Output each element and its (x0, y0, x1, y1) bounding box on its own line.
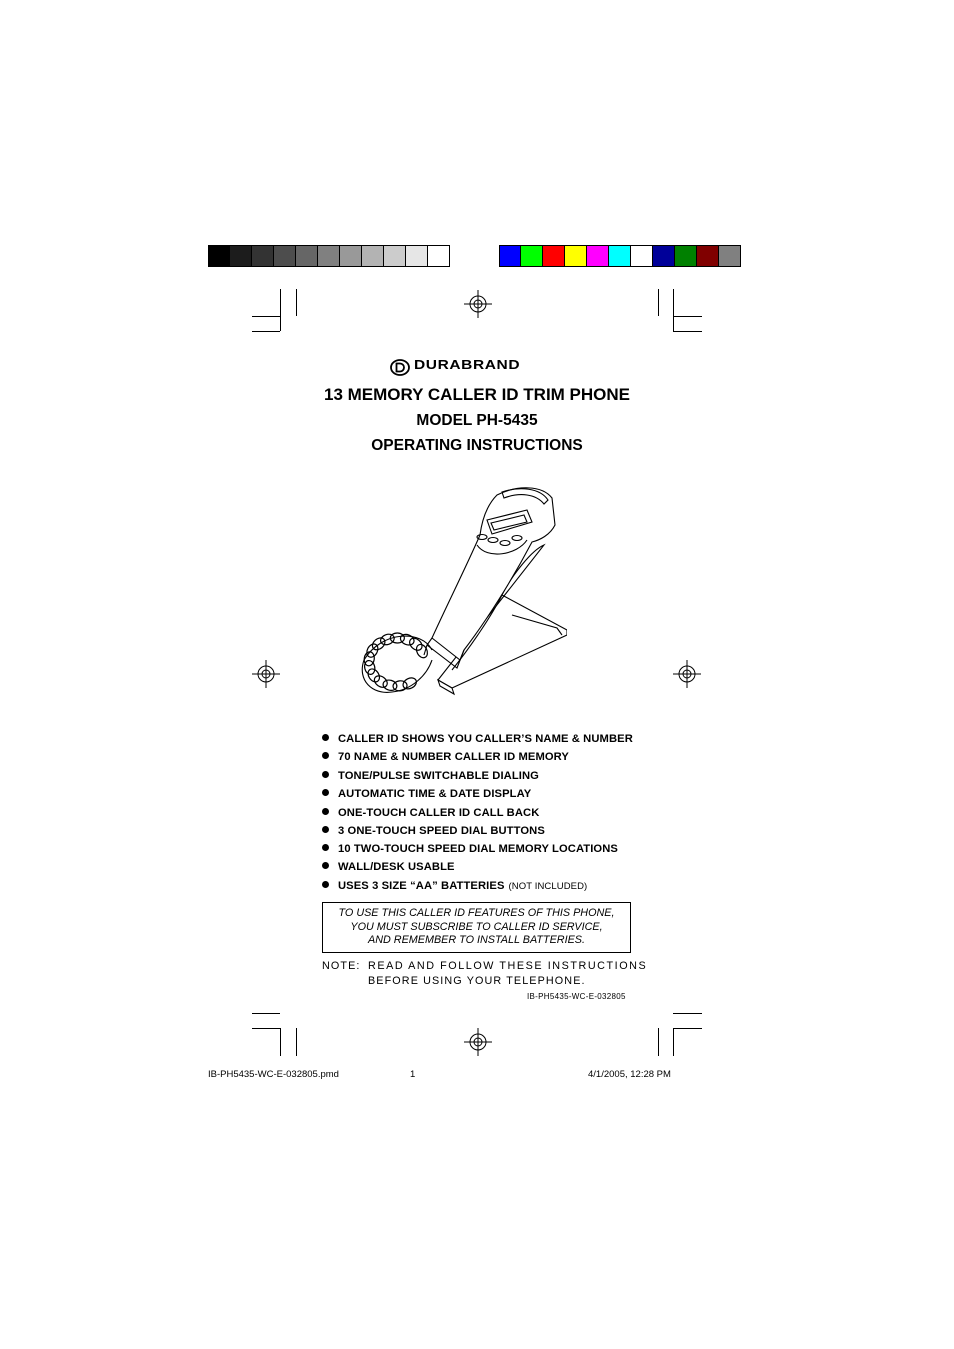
bullet-icon (322, 826, 329, 833)
feature-item (322, 880, 587, 892)
product-title: 13 MEMORY CALLER ID TRIM PHONE (323, 385, 631, 404)
color-swatch (274, 245, 296, 267)
color-swatch (406, 245, 428, 267)
document-title: OPERATING INSTRUCTIONS (371, 437, 583, 454)
registration-mark-icon (252, 660, 280, 688)
color-swatch (587, 245, 609, 267)
feature-text: CALLER ID SHOWS YOU CALLER’S NAME & NUMBER (338, 733, 633, 745)
color-swatch (499, 245, 521, 267)
color-swatch (543, 245, 565, 267)
feature-item (322, 733, 633, 745)
color-swatch (631, 245, 653, 267)
cord-coil (366, 667, 382, 684)
color-swatch (384, 245, 406, 267)
color-swatch (428, 245, 450, 267)
footer-filename: IB-PH5435-WC-E-032805.pmd (208, 1069, 339, 1080)
note-line-2: BEFORE USING YOUR TELEPHONE. (368, 975, 586, 987)
registration-mark-icon (464, 1028, 492, 1056)
feature-item (322, 770, 539, 782)
color-swatch (208, 245, 230, 267)
bullet-icon (322, 881, 329, 888)
notice-line: AND REMEMBER TO INSTALL BATTERIES. (368, 934, 585, 946)
color-swatch (318, 245, 340, 267)
cord-coil (363, 660, 376, 676)
feature-item (322, 861, 455, 873)
note-line-1: READ AND FOLLOW THESE INSTRUCTIONS (368, 960, 648, 972)
feature-text: ONE-TOUCH CALLER ID CALL BACK (338, 807, 540, 819)
footer-page-number: 1 (410, 1069, 416, 1080)
feature-text: TONE/PULSE SWITCHABLE DIALING (338, 770, 539, 782)
color-swatch (653, 245, 675, 267)
bullet-icon (322, 734, 329, 741)
feature-text: USES 3 SIZE “AA” BATTERIES (338, 880, 505, 892)
color-swatch (675, 245, 697, 267)
feature-item (322, 751, 569, 763)
note-label: NOTE: (322, 960, 361, 972)
logo-text: DURABRAND (414, 358, 521, 373)
footer-timestamp: 4/1/2005, 12:28 PM (588, 1069, 671, 1080)
feature-text: WALL/DESK USABLE (338, 861, 455, 873)
brand-logo (390, 358, 574, 378)
bullet-icon (322, 844, 329, 851)
feature-item (322, 843, 618, 855)
color-swatch (521, 245, 543, 267)
feature-item (322, 788, 531, 800)
color-swatch (697, 245, 719, 267)
registration-mark-icon (464, 290, 492, 318)
color-swatch (252, 245, 274, 267)
notice-line: YOU MUST SUBSCRIBE TO CALLER ID SERVICE, (350, 920, 603, 933)
caller-id-notice-box (322, 902, 631, 953)
color-swatch (565, 245, 587, 267)
feature-text: 10 TWO-TOUCH SPEED DIAL MEMORY LOCATIONS (338, 843, 618, 855)
document-code: IB-PH5435-WC-E-032805 (527, 992, 626, 1001)
color-swatch (230, 245, 252, 267)
feature-note: (NOT INCLUDED) (508, 881, 588, 892)
feature-text: 70 NAME & NUMBER CALLER ID MEMORY (338, 751, 569, 763)
feature-item (322, 825, 545, 837)
notice-line: TO USE THIS CALLER ID FEATURES OF THIS PHONE, (338, 907, 615, 919)
d-circle-icon (390, 359, 410, 376)
feature-text: AUTOMATIC TIME & DATE DISPLAY (338, 788, 532, 800)
bullet-icon (322, 862, 329, 869)
color-swatch (362, 245, 384, 267)
bullet-icon (322, 808, 329, 815)
trim-phone-illustration (352, 480, 567, 710)
bullet-icon (322, 789, 329, 796)
color-swatch (719, 245, 741, 267)
color-swatch (609, 245, 631, 267)
model-number: MODEL PH-5435 (416, 412, 538, 429)
cmyk-color-bar (499, 245, 741, 267)
registration-mark-icon (673, 660, 701, 688)
bullet-icon (322, 771, 329, 778)
color-swatch (296, 245, 318, 267)
color-swatch (340, 245, 362, 267)
gray-color-bar (208, 245, 450, 267)
feature-text: 3 ONE-TOUCH SPEED DIAL BUTTONS (338, 825, 545, 837)
feature-item (322, 807, 539, 819)
bullet-icon (322, 752, 329, 759)
